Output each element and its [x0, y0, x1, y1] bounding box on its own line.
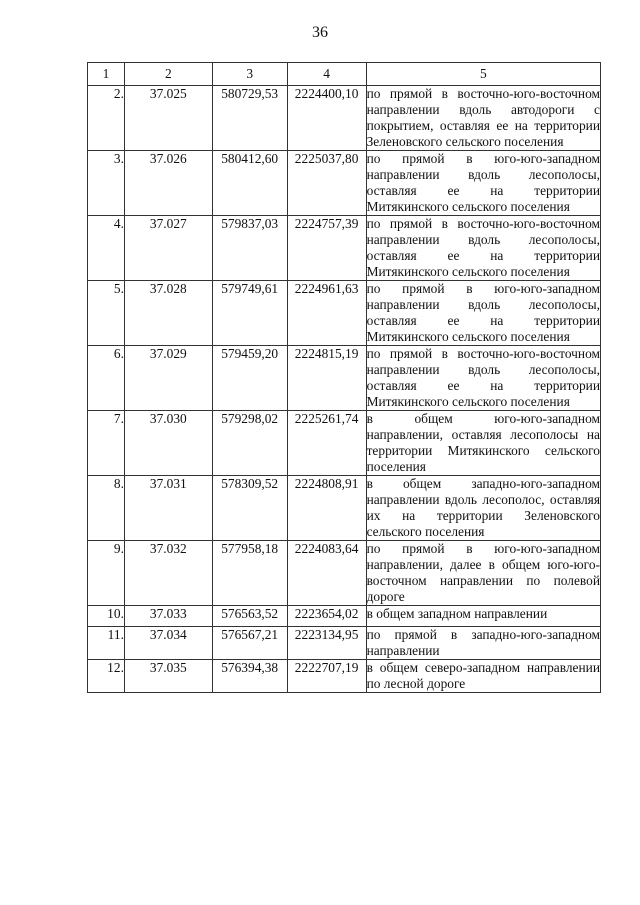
column-header: 2: [124, 63, 212, 86]
point-code: 37.027: [124, 216, 212, 281]
point-code: 37.032: [124, 541, 212, 606]
page-number: 36: [312, 24, 328, 41]
coordinate-x: 580412,60: [212, 151, 287, 216]
coordinate-y: 2225037,80: [287, 151, 366, 216]
row-number: 5.: [88, 281, 125, 346]
boundary-description: в общем юго-юго-западном направлении, оставляя лесополосы на территории Митякинского сельского поселения: [366, 411, 600, 474]
row-number: 12.: [88, 660, 125, 693]
boundary-description: по прямой в восточно-юго-восточном направлении вдоль лесополосы, оставляя ее на территории Митякинского сельского поселения: [366, 346, 600, 409]
coordinate-x: 576567,21: [212, 627, 287, 660]
point-code: 37.031: [124, 476, 212, 541]
point-code: 37.029: [124, 346, 212, 411]
boundary-description: по прямой в восточно-юго-восточном направлении вдоль лесополосы, оставляя ее на территории Митякинского сельского поселения: [366, 216, 600, 279]
table-row: [88, 151, 601, 216]
row-number: 10.: [88, 606, 125, 627]
row-number: 7.: [88, 411, 125, 476]
table-row: [88, 606, 601, 627]
coordinate-x: 579459,20: [212, 346, 287, 411]
coordinate-y: 2224961,63: [287, 281, 366, 346]
point-code: 37.035: [124, 660, 212, 693]
table-row: [88, 216, 601, 281]
point-code: 37.030: [124, 411, 212, 476]
coordinate-x: 577958,18: [212, 541, 287, 606]
row-number: 4.: [88, 216, 125, 281]
boundary-description: по прямой в западно-юго-западном направлении: [366, 627, 600, 658]
coordinate-y: 2223654,02: [287, 606, 366, 627]
point-code: 37.033: [124, 606, 212, 627]
boundary-description: в общем северо-западном направлении по лесной дороге: [366, 660, 600, 691]
point-code: 37.028: [124, 281, 212, 346]
point-code: 37.034: [124, 627, 212, 660]
table-row: [88, 281, 601, 346]
table-row: [88, 411, 601, 476]
coordinate-x: 576563,52: [212, 606, 287, 627]
column-header: 1: [88, 63, 125, 86]
coordinate-y: 2224083,64: [287, 541, 366, 606]
coordinate-y: 2224815,19: [287, 346, 366, 411]
row-number: 6.: [88, 346, 125, 411]
coordinate-x: 579298,02: [212, 411, 287, 476]
coordinate-y: 2224808,91: [287, 476, 366, 541]
coordinate-x: 579749,61: [212, 281, 287, 346]
boundary-description: по прямой в юго-юго-западном направлении вдоль лесополосы, оставляя ее на территории Митякинского сельского поселения: [366, 151, 600, 214]
table-row: [88, 476, 601, 541]
coordinate-x: 579837,03: [212, 216, 287, 281]
point-code: 37.025: [124, 86, 212, 151]
coordinate-y: 2224757,39: [287, 216, 366, 281]
boundary-description: по прямой в восточно-юго-восточном направлении вдоль автодороги с покрытием, оставляя ее на территории Зеленовского сельского поселения: [366, 86, 600, 149]
table-row: [88, 86, 601, 151]
row-number: 11.: [88, 627, 125, 660]
point-code: 37.026: [124, 151, 212, 216]
boundary-description: в общем западно-юго-западном направлении вдоль лесополос, оставляя их на территории Зеленовского сельского поселения: [366, 476, 600, 539]
column-header: 3: [212, 63, 287, 86]
coordinate-y: 2222707,19: [287, 660, 366, 693]
column-header: 5: [366, 63, 600, 86]
table-row: [88, 660, 601, 693]
boundary-description: в общем западном направлении: [366, 606, 600, 627]
coordinate-y: 2224400,10: [287, 86, 366, 151]
row-number: 3.: [88, 151, 125, 216]
coordinate-x: 578309,52: [212, 476, 287, 541]
boundary-points-table: [87, 62, 601, 693]
row-number: 9.: [88, 541, 125, 606]
column-header: 4: [287, 63, 366, 86]
boundary-description: по прямой в юго-юго-западном направлении вдоль лесополосы, оставляя ее на территории Митякинского сельского поселения: [366, 281, 600, 344]
table-row: [88, 627, 601, 660]
table-row: [88, 541, 601, 606]
table-row: [88, 346, 601, 411]
boundary-description: по прямой в юго-юго-западном направлении, далее в общем юго-юго-восточном направлении по полевой дороге: [366, 541, 600, 604]
row-number: 2.: [88, 86, 125, 151]
coordinate-x: 580729,53: [212, 86, 287, 151]
table-header-row: [88, 63, 601, 86]
coordinate-y: 2225261,74: [287, 411, 366, 476]
row-number: 8.: [88, 476, 125, 541]
coordinate-y: 2223134,95: [287, 627, 366, 660]
coordinate-x: 576394,38: [212, 660, 287, 693]
